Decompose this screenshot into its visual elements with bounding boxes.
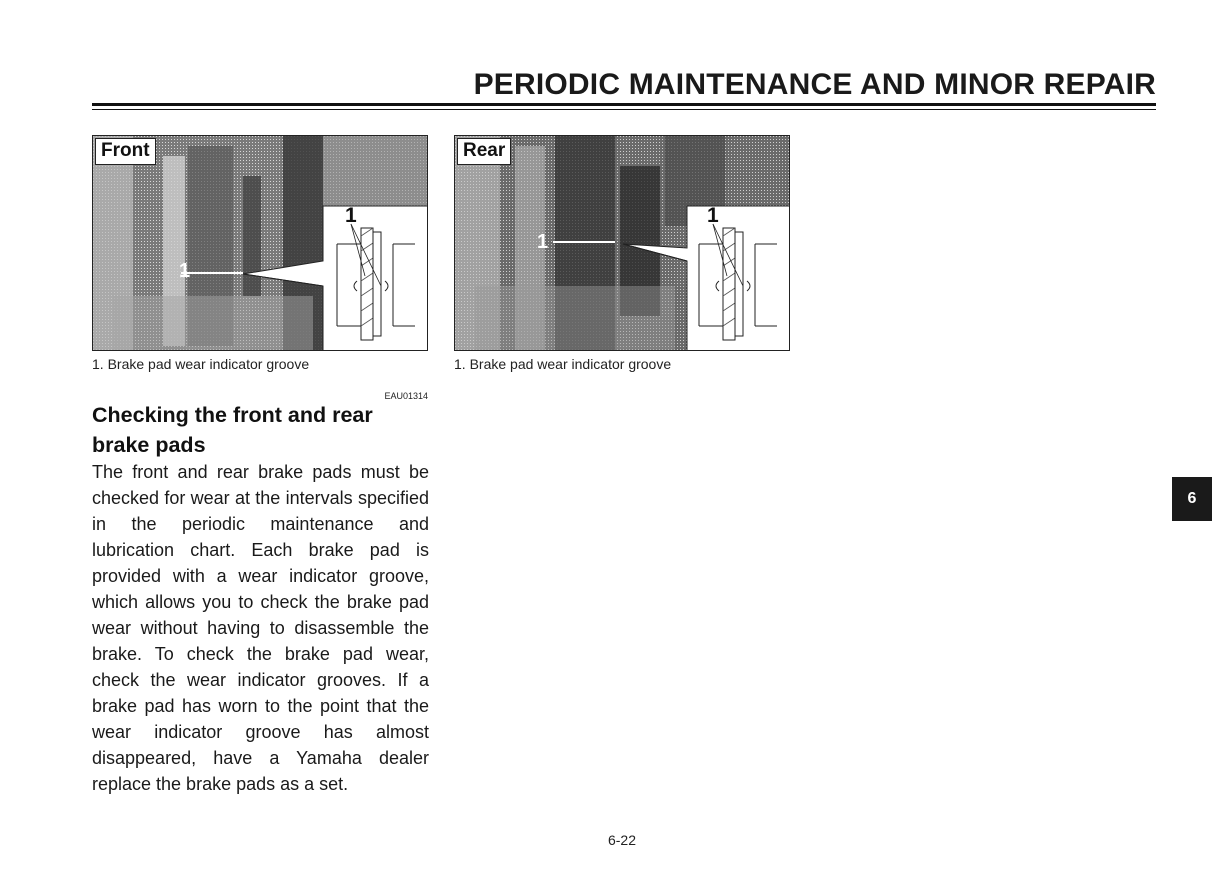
front-photo-callout: 1 bbox=[179, 260, 191, 282]
rear-photo-callout: 1 bbox=[537, 231, 549, 253]
figure-label-rear: Rear bbox=[457, 138, 511, 165]
chapter-tab: 6 bbox=[1172, 477, 1212, 521]
header-rule-thin bbox=[92, 109, 1156, 110]
front-inset-callout: 1 bbox=[345, 204, 357, 227]
rear-figure-caption: 1. Brake pad wear indicator groove bbox=[454, 356, 672, 372]
page-number: 6-22 bbox=[607, 832, 637, 848]
figure-label-front: Front bbox=[95, 138, 156, 165]
header-rule-thick bbox=[92, 103, 1156, 106]
page-header-title: PERIODIC MAINTENANCE AND MINOR REPAIR bbox=[473, 68, 1156, 101]
section-code: EAU01314 bbox=[384, 391, 428, 401]
rear-inset-callout: 1 bbox=[707, 204, 719, 227]
front-brake-figure bbox=[92, 135, 428, 351]
section-body: The front and rear brake pads must be checked for wear at the intervals specified in the periodic maintenance and lubrication chart. Each brake pad is provided with a wear indicator groove, which allows you to check the brake pad wear without having to disassemble the brake. To check the brake pad wear, check the wear indicator grooves. If a brake pad has worn to the point that the wear indicator groove has almost disappeared, have a Yamaha dealer replace the brake pads as a set. bbox=[92, 462, 429, 794]
rear-brake-photo bbox=[455, 136, 790, 351]
front-figure-caption: 1. Brake pad wear indicator groove bbox=[92, 356, 310, 372]
rear-brake-figure bbox=[454, 135, 790, 351]
section-title: Checking the front and rear brake pads bbox=[92, 403, 373, 457]
front-brake-photo bbox=[93, 136, 428, 351]
